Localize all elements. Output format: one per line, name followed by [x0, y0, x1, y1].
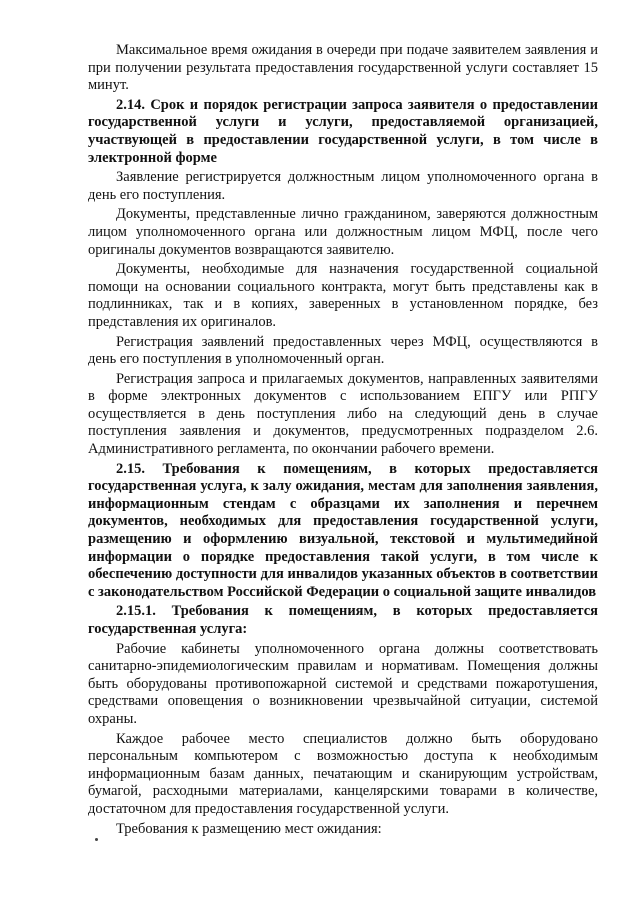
paragraph-documents-required: Документы, необходимые для назначения государственной социальной помощи на основании социального контракта, могут быть представлены как в подлинниках, так и в копиях, заверенных в установленном порядке, без представления их оригиналов.	[88, 261, 598, 330]
heading-2-14: 2.14. Срок и порядок регистрации запроса заявителя о предоставлении государственной услуги и услуги, предоставляемой организацией, участвующей в предоставлении государственной услуги, в том числе в электронной форме	[88, 96, 598, 166]
paragraph-documents-certified: Документы, представленные лично гражданином, заверяются должностным лицом уполномоченного органа или должностным лицом МФЦ, после чего оригиналы документов возвращаются заявителю.	[88, 206, 598, 258]
paragraph-waiting-places: Требования к размещению мест ожидания:	[116, 820, 382, 837]
scan-dot-mark	[95, 838, 98, 841]
paragraph-waiting-time: Максимальное время ожидания в очереди при подаче заявителем заявления и при получении результата предоставления государственной услуги составляет 15 минут.	[88, 42, 598, 94]
heading-2-15-1: 2.15.1. Требования к помещениям, в которых предоставляется государственная услуга:	[88, 603, 598, 637]
paragraph-registration: Заявление регистрируется должностным лицом уполномоченного органа в день его поступления.	[88, 169, 598, 203]
paragraph-electronic-registration: Регистрация запроса и прилагаемых документов, направленных заявителями в форме электронных документов с использованием ЕПГУ или РПГУ осуществляется в день поступления либо на следующий день в случае поступления заявления и документов, предусмотренных подразделом 2.6. Административного регламента, по окончании рабочего времени.	[88, 370, 598, 458]
paragraph-rooms: Рабочие кабинеты уполномоченного органа должны соответствовать санитарно-эпидемиологическим правилам и нормативам. Помещения должны быть оборудованы противопожарной системой и средствами пожаротушения, средствами оповещения о возникновении чрезвычайной ситуации, системой охраны.	[88, 640, 598, 727]
document-page	[88, 42, 598, 840]
heading-2-15: 2.15. Требования к помещениям, в которых предоставляется государственная услуга, к залу ожидания, местам для заполнения заявления, информационным стендам с образцами их заполнения и перечнем документов, необходимых для предоставления государственной услуги, размещению и оформлению визуальной, текстовой и мультимедийной информации о порядке предоставления такой услуги, в том числе к обеспечению доступности для инвалидов указанных объектов в соответствии с законодательством Российской Федерации о социальной защите инвалидов	[88, 460, 598, 600]
paragraph-workplace: Каждое рабочее место специалистов должно быть оборудовано персональным компьютером с возможностью доступа к необходимым информационным базам данных, печатающим и сканирующим устройствам, бумагой, расходными материалами, канцелярскими товарами в количестве, достаточном для предоставления государственной услуги.	[88, 730, 598, 817]
paragraph-mfc-registration: Регистрация заявлений предоставленных через МФЦ, осуществляются в день его поступления в уполномоченный орган.	[88, 333, 598, 368]
